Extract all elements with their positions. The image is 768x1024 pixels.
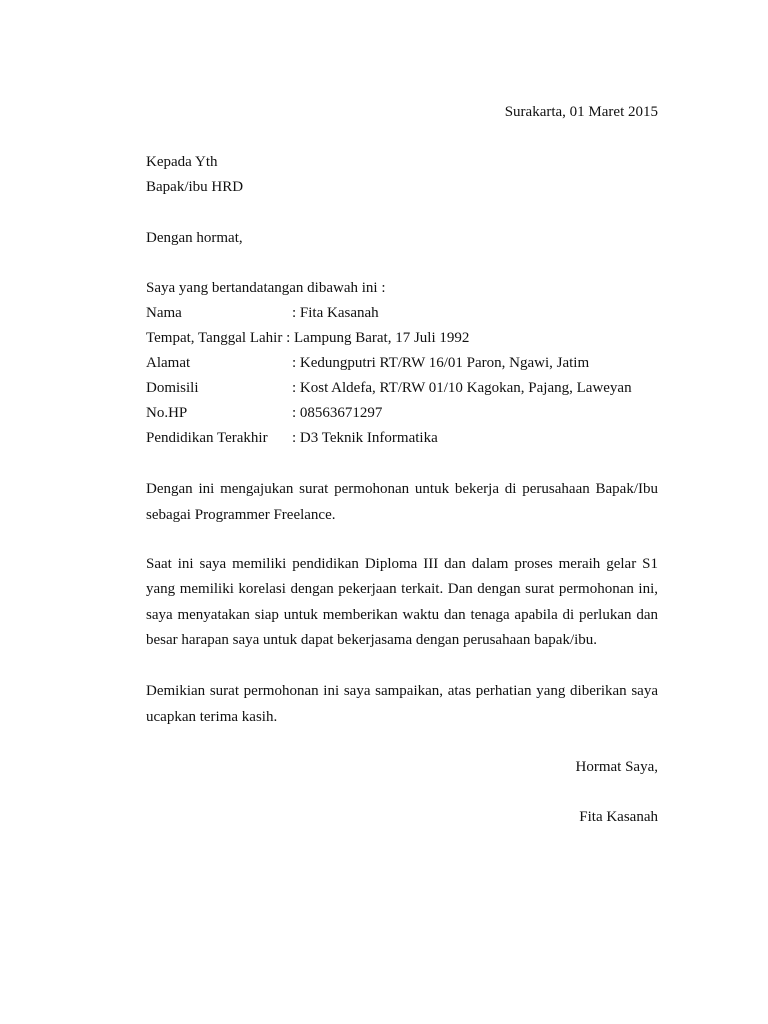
detail-value-no-hp: : 08563671297 — [292, 405, 383, 421]
detail-label-alamat: Alamat — [146, 355, 191, 371]
paragraph-3-line-2: ucapkan terima kasih. — [146, 709, 278, 725]
intro-line: Saya yang bertandatangan dibawah ini : — [146, 280, 386, 296]
detail-label-pendidikan: Pendidikan Terakhir — [146, 430, 268, 446]
paragraph-2-line-1: Saat ini saya memiliki pendidikan Diploma III dan dalam proses meraih gelar S1 — [146, 556, 658, 572]
recipient-line-1: Kepada Yth — [146, 154, 218, 170]
paragraph-2-line-2: yang memiliki korelasi dengan pekerjaan terkait. Dan dengan surat permohonan ini, — [146, 581, 658, 597]
detail-value-alamat: : Kedungputri RT/RW 16/01 Paron, Ngawi, Jatim — [292, 355, 590, 371]
detail-label-nama: Nama — [146, 305, 182, 321]
detail-row-tempat-tanggal-lahir: Tempat, Tanggal Lahir : Lampung Barat, 17 Juli 1992 — [146, 330, 470, 346]
recipient-line-2: Bapak/ibu HRD — [146, 179, 244, 195]
detail-value-pendidikan: : D3 Teknik Informatika — [292, 430, 438, 446]
salutation: Dengan hormat, — [146, 230, 243, 246]
detail-value-nama: : Fita Kasanah — [292, 305, 379, 321]
detail-label-no-hp: No.HP — [146, 405, 188, 421]
letter-page — [146, 0, 658, 1024]
signature-name: Fita Kasanah — [579, 809, 658, 825]
paragraph-1-line-1: Dengan ini mengajukan surat permohonan untuk bekerja di perusahaan Bapak/Ibu — [146, 481, 658, 497]
paragraph-3-line-1: Demikian surat permohonan ini saya sampaikan, atas perhatian yang diberikan saya — [146, 683, 658, 699]
paragraph-1-line-2: sebagai Programmer Freelance. — [146, 507, 336, 523]
paragraph-2-line-4: besar harapan saya untuk dapat bekerjasama dengan perusahaan bapak/ibu. — [146, 632, 598, 648]
letter-date: Surakarta, 01 Maret 2015 — [504, 104, 658, 120]
paragraph-2-line-3: saya menyatakan siap untuk memberikan waktu dan tenaga apabila di perlukan dan — [146, 607, 658, 623]
detail-value-domisili: : Kost Aldefa, RT/RW 01/10 Kagokan, Pajang, Laweyan — [292, 380, 632, 396]
detail-label-domisili: Domisili — [146, 380, 199, 396]
closing-text: Hormat Saya, — [575, 759, 658, 775]
